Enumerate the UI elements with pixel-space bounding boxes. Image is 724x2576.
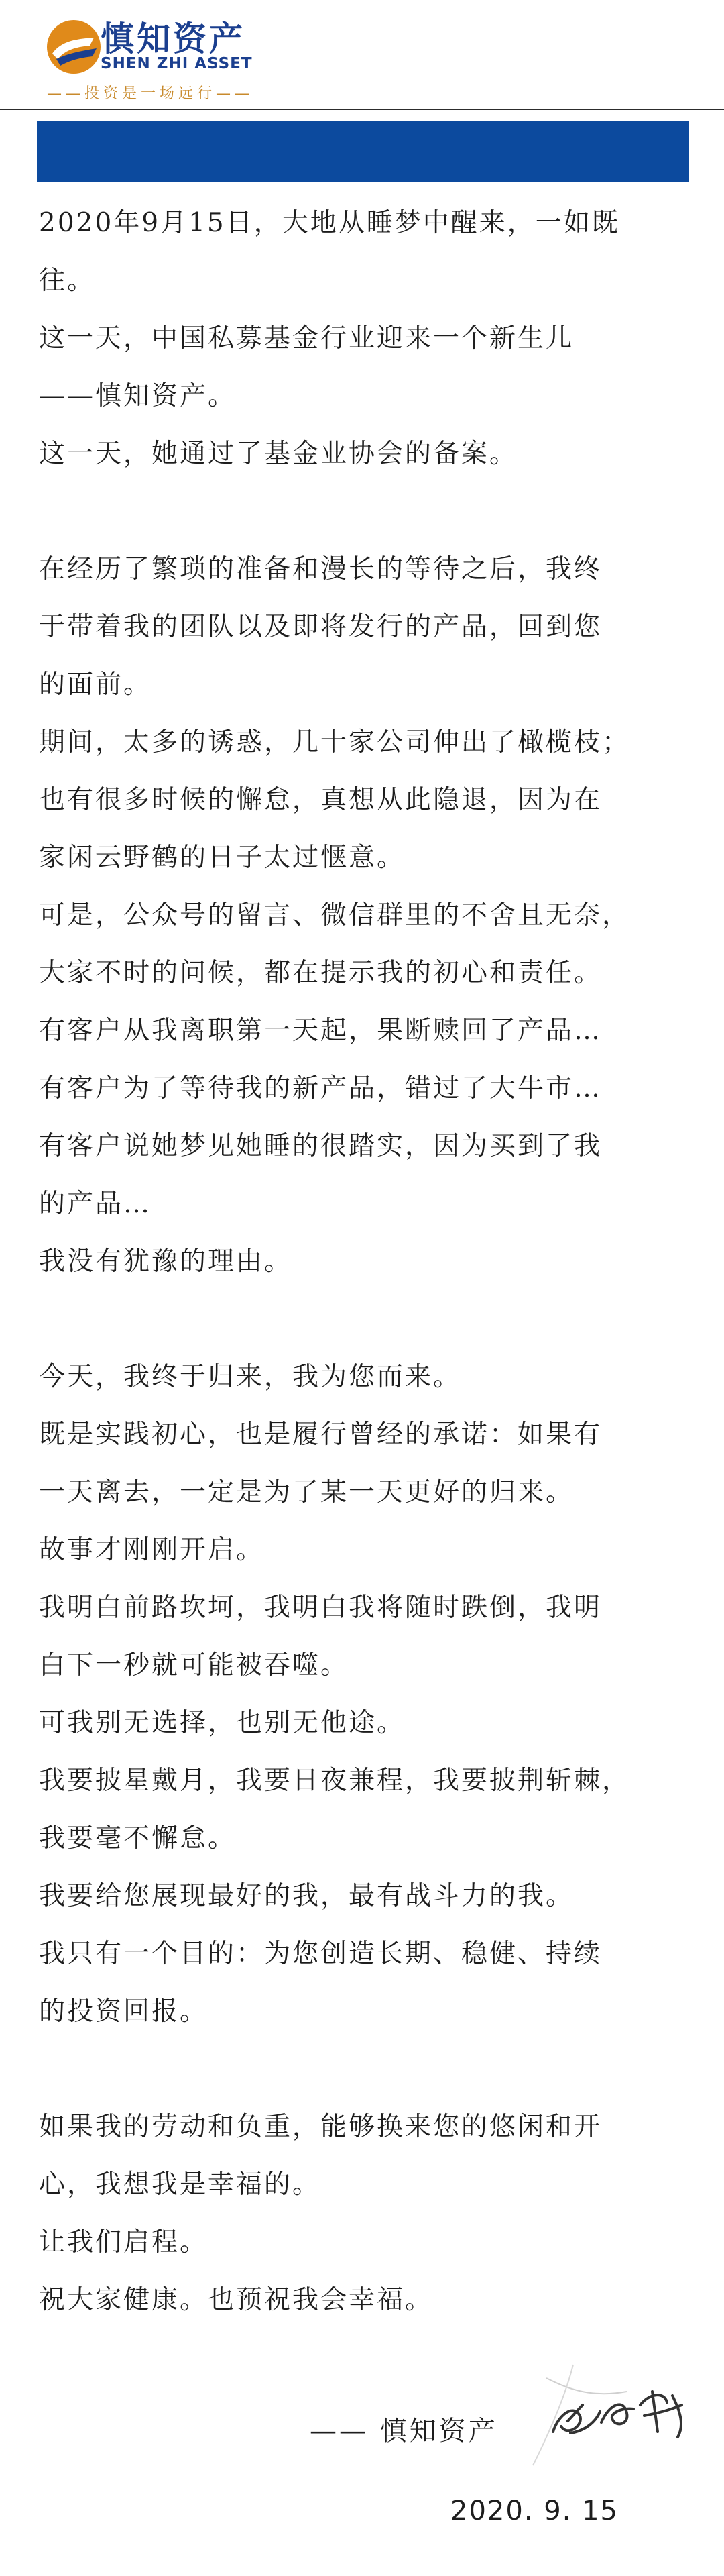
letter-paragraph	[39, 541, 685, 714]
letter-paragraph	[39, 310, 685, 425]
letter-paragraph	[39, 1348, 685, 1406]
letter-paragraph	[39, 1868, 685, 1925]
letter-line: 的投资回报。	[39, 1996, 208, 2027]
letter-line: 有客户为了等待我的新产品，错过了大牛市…	[39, 1073, 603, 1104]
letter-line: 我要给您展现最好的我，最有战斗力的我。	[39, 1881, 575, 1911]
letter-line: 我明白前路坎坷，我明白我将随时跌倒，我明	[39, 1593, 603, 1623]
letter-line: 家闲云野鹤的日子太过惬意。	[39, 843, 406, 873]
paragraph-gap	[39, 2041, 685, 2098]
letter-line: 故事才刚刚开启。	[39, 1535, 265, 1565]
header-divider	[0, 109, 724, 110]
letter-line: 的产品…	[39, 1189, 152, 1219]
letter-paragraph	[39, 887, 685, 1002]
letter-line: 我只有一个目的：为您创造长期、稳健、持续	[39, 1939, 603, 1969]
paragraph-gap	[39, 1291, 685, 1348]
signoff-line: —— 慎知资产	[310, 2416, 498, 2447]
handwritten-signature-icon	[526, 2351, 707, 2472]
letter-line: 可我别无选择，也别无他途。	[39, 1708, 406, 1738]
letter-line: 的面前。	[39, 669, 152, 700]
letter-line: 如果我的劳动和负重，能够换来您的悠闲和开	[39, 2112, 603, 2142]
letter-line: 我没有犹豫的理由。	[39, 1246, 293, 1277]
letter-line: 这一天，她通过了基金业协会的备案。	[39, 439, 518, 469]
letter-line: 于带着我的团队以及即将发行的产品，回到您	[39, 612, 603, 642]
letter-line: 我要披星戴月，我要日夜兼程，我要披荆斩棘，	[39, 1766, 631, 1796]
letter-paragraph	[39, 1002, 685, 1060]
letter-paragraph	[39, 714, 685, 887]
letter-paragraph	[39, 425, 685, 483]
letter-line: ——慎知资产。	[39, 381, 237, 411]
letter-paragraph	[39, 1060, 685, 1118]
letter-paragraph	[39, 2271, 685, 2329]
letter-paragraph	[39, 1521, 685, 1579]
brand-name-cn: 慎知资产	[101, 19, 245, 58]
letter-paragraph	[39, 1118, 685, 1233]
signoff-date: 2020. 9. 15	[450, 2496, 619, 2526]
letter-line: 让我们启程。	[39, 2227, 208, 2257]
letter-paragraph	[39, 195, 685, 310]
title-banner	[37, 121, 689, 182]
brand-slogan: ——投资是一场远行——	[47, 85, 254, 102]
letter-line: 大家不时的问候，都在提示我的初心和责任。	[39, 958, 603, 988]
letter-line: 也有很多时候的懈怠，真想从此隐退，因为在	[39, 785, 603, 815]
letter-line: 在经历了繁琐的准备和漫长的等待之后，我终	[39, 554, 603, 584]
shen-zhi-asset-logo-icon	[40, 15, 107, 82]
letter-line: 往。	[39, 266, 96, 296]
letter-line: 既是实践初心，也是履行曾经的承诺：如果有	[39, 1419, 603, 1450]
letter-paragraph	[39, 1579, 685, 1695]
letter-line: 今天，我终于归来，我为您而来。	[39, 1362, 462, 1392]
letter-paragraph	[39, 2098, 685, 2214]
letter-line: 一天离去，一定是为了某一天更好的归来。	[39, 1477, 575, 1507]
letter-paragraph	[39, 1752, 685, 1868]
letter-paragraph	[39, 1233, 685, 1291]
letter-paragraph	[39, 1925, 685, 2041]
letter-paragraph	[39, 1406, 685, 1521]
letter-line: 祝大家健康。也预祝我会幸福。	[39, 2285, 434, 2315]
letter-line: 可是，公众号的留言、微信群里的不舍且无奈，	[39, 900, 631, 930]
letter-paragraph	[39, 2214, 685, 2271]
brand-name-en: SHEN ZHI ASSET	[101, 55, 253, 72]
letter-line: 有客户说她梦见她睡的很踏实，因为买到了我	[39, 1131, 603, 1161]
letter-line: 心，我想我是幸福的。	[39, 2169, 321, 2200]
letter-line: 白下一秒就可能被吞噬。	[39, 1650, 349, 1680]
letter-line: 这一天，中国私募基金行业迎来一个新生儿	[39, 323, 575, 354]
letter-line: 我要毫不懈怠。	[39, 1823, 237, 1854]
paragraph-gap	[39, 483, 685, 541]
letter-line: 期间，太多的诱惑，几十家公司伸出了橄榄枝；	[39, 727, 631, 757]
letter-paragraph	[39, 1695, 685, 1752]
header	[0, 0, 724, 114]
letter-line: 有客户从我离职第一天起，果断赎回了产品…	[39, 1016, 603, 1046]
letter-body	[39, 195, 685, 2329]
letter-line: 2020年9月15日，大地从睡梦中醒来，一如既	[39, 208, 620, 238]
